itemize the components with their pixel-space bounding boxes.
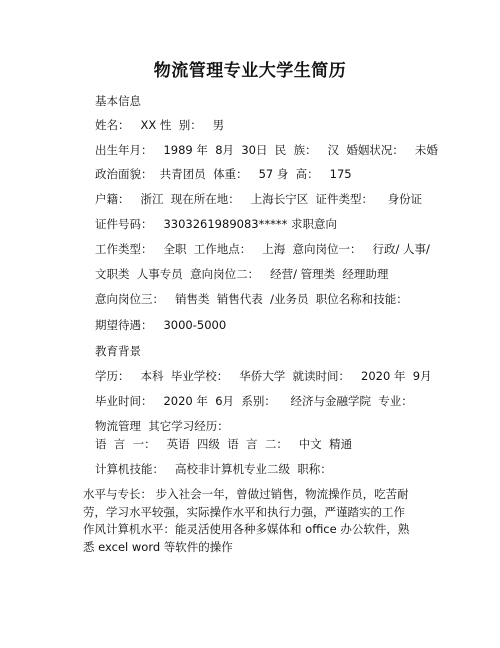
politics-weight-line: 政治面貌： 共青团员 体重： 57 身 高： 175 [95, 167, 352, 181]
skills-paragraph: 水平与专长： 步入社会一年，曾做过销售，物流操作员，吃苦耐劳，学习水平较强，实际操作水平和执行力强，严谨踏实的工作作风计算机水平：能灵活使用各种多媒体和 office 办公软件，熟悉 excel word 等软件的操作 [83, 487, 410, 554]
resume-title: 物流管理专业大学生简历 [153, 61, 347, 81]
expected-salary-line: 期望待遇： 3000-5000 [95, 318, 227, 332]
degree-school-line: 学历： 本科 毕业学校： 华侨大学 就读时间： 2020 年 9月 [95, 369, 432, 383]
section-basic-info: 基本信息 [95, 94, 141, 108]
id-number-line: 证件号码： 3303261989083***** 求职意向 [95, 217, 337, 231]
language-line: 语 言 一： 英语 四级 语 言 二： 中文 精通 [95, 437, 353, 451]
major-other-line: 物流管理 其它学习经历： [95, 419, 229, 433]
job-intent-2-line: 文职类 人事专员 意向岗位二： 经营/ 管理类 经理助理 [95, 267, 389, 281]
job-type-line: 工作类型： 全职 工作地点： 上海 意向岗位一： 行政/ 人事/ [95, 242, 430, 256]
job-intent-3-line: 意向岗位三： 销售类 销售代表 /业务员 职位名称和技能： [95, 292, 408, 306]
graduation-dept-line: 毕业时间： 2020 年 6月 系别： 经济与金融学院 专业： [95, 394, 413, 408]
computer-skills-line: 计算机技能： 高校非计算机专业二级 职称： [95, 462, 332, 476]
section-education: 教育背景 [95, 344, 141, 358]
name-gender-line: 姓名： XX 性 别： 男 [95, 118, 225, 132]
birth-ethnicity-line: 出生年月： 1989 年 8月 30日 民 族： 汉 婚姻状况： 未婚 [95, 143, 438, 157]
hukou-location-line: 户籍： 浙江 现在所在地： 上海长宁区 证件类型： 身份证 [95, 192, 423, 206]
